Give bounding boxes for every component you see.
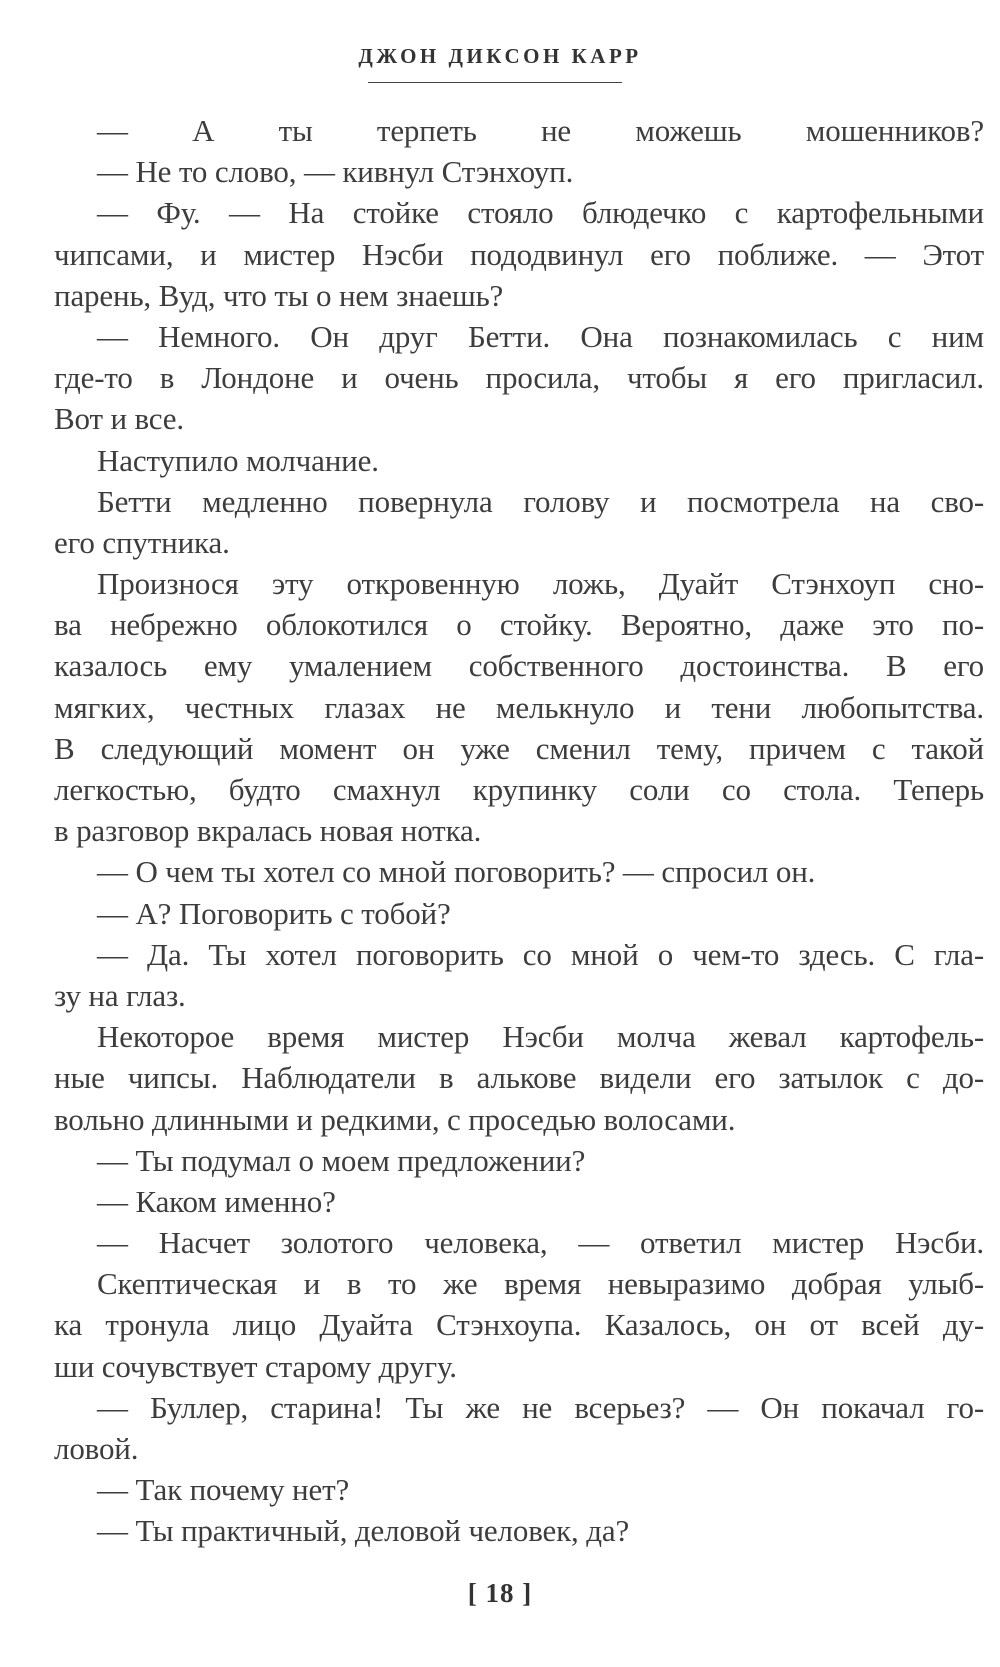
text-line: — Каком именно?: [97, 1183, 336, 1219]
text-line: где-то в Лондоне и очень просила, чтобы я его пригласил.: [54, 360, 984, 396]
text-line: ные чипсы. Наблюдатели в алькове видели его затылок с до-: [54, 1060, 984, 1096]
text-line: — Не то слово, — кивнул Стэнхоуп.: [97, 154, 574, 190]
text-line: — А? Поговорить с тобой?: [97, 895, 451, 931]
text-line: Вот и все.: [54, 401, 185, 437]
text-line: — Фу. — На стойке стояло блюдечко с картофельными: [97, 195, 984, 231]
text-line: — Так почему нет?: [97, 1472, 350, 1508]
text-line: казалось ему умалением собственного достоинства. В его: [54, 648, 984, 684]
text-line: легкостью, будто смахнул крупинку соли со стола. Теперь: [54, 772, 984, 807]
text-line: В следующий момент он уже сменил тему, причем с такой: [54, 730, 984, 766]
text-line: зу на глаз.: [54, 977, 186, 1013]
text-line: — Насчет золотого человека, — ответил мистер Нэсби.: [97, 1225, 984, 1261]
running-head-rule: [368, 82, 622, 83]
text-line: вольно длинными и редкими, с проседью волосами.: [54, 1101, 736, 1137]
text-line: Наступило молчание.: [97, 442, 379, 478]
text-line: мягких, честных глазах не мелькнуло и тени любопытства.: [54, 689, 984, 725]
text-line: Бетти медленно повернула голову и посмотрела на сво-: [97, 483, 984, 519]
text-line: ва небрежно облокотился о стойку. Вероятно, даже это по-: [54, 607, 984, 643]
text-line: — Ты практичный, деловой человек, да?: [97, 1513, 630, 1549]
text-line: чипсами, и мистер Нэсби пододвинул его поближе. — Этот: [54, 236, 984, 272]
text-line: — А ты терпеть не можешь мошенников?: [97, 113, 984, 148]
text-line: ловой.: [54, 1431, 139, 1466]
text-line: — О чем ты хотел со мной поговорить? — спросил он.: [97, 854, 816, 890]
text-line: ка тронула лицо Дуайта Стэнхоупа. Казалось, он от всей ду-: [54, 1307, 984, 1343]
text-line: в разговор вкралась новая нотка.: [54, 813, 482, 849]
running-head-author: ДЖОН ДИКСОН КАРР: [358, 44, 642, 68]
text-line: — Немного. Он друг Бетти. Она познакомилась с ним: [97, 318, 984, 354]
text-line: — Да. Ты хотел поговорить со мной о чем-то здесь. С гла-: [97, 936, 984, 972]
body-text: [54, 110, 984, 1552]
text-line: ши сочувствует старому другу.: [54, 1348, 457, 1384]
page-number: [ 18 ]: [467, 1578, 533, 1608]
text-line: Произнося эту откровенную ложь, Дуайт Стэнхоуп сно-: [97, 566, 984, 602]
text-line: Некоторое время мистер Нэсби молча жевал картофель-: [97, 1019, 984, 1055]
text-line: его спутника.: [54, 524, 230, 560]
text-line: — Буллер, старина! Ты же не всерьез? — Он покачал го-: [97, 1389, 984, 1425]
text-line: парень, Вуд, что ты о нем знаешь?: [54, 277, 504, 313]
text-line: Скептическая и в то же время невыразимо добрая улыб-: [97, 1266, 984, 1302]
text-line: — Ты подумал о моем предложении?: [97, 1142, 586, 1178]
